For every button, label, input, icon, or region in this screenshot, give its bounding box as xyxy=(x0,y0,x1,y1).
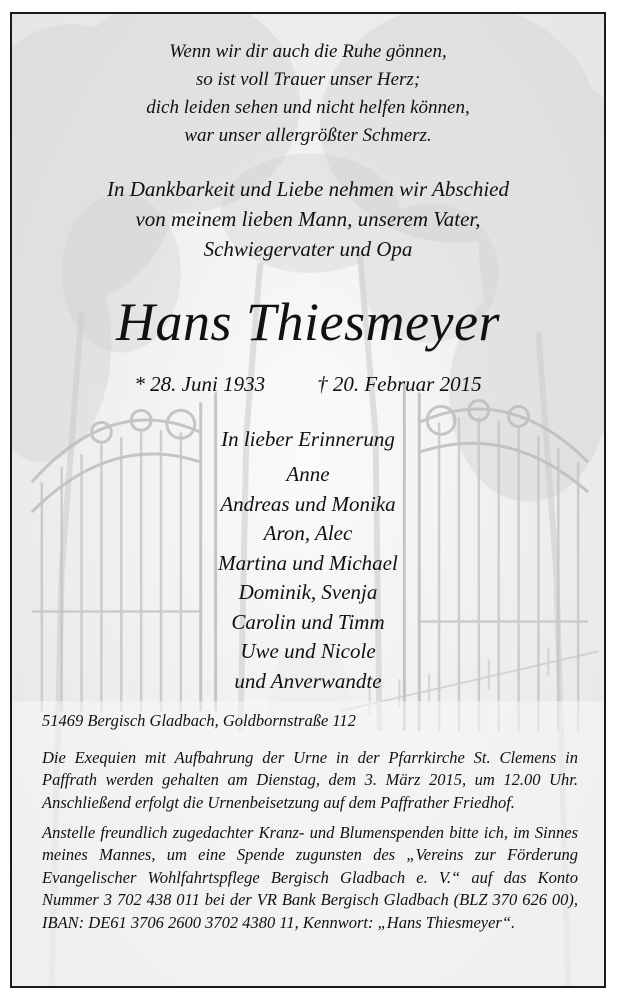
mourner-name: Andreas und Monika xyxy=(220,491,396,516)
death-date: † 20. Februar 2015 xyxy=(317,372,482,396)
birth-date: * 28. Juni 1933 xyxy=(134,372,266,396)
mourner-name: Aron, Alec xyxy=(263,521,353,545)
mourner-name: Martina und Michael xyxy=(218,550,398,575)
exequies-notice: Die Exequien mit Aufbahrung der Urne in der Pfarrkirche St. Clemens in Paffrath werden gehalten am Dienstag, dem 3. März 2015, um 12.00 Uhr. Anschließend erfolgt die Urnenbeisetzung auf dem Paffrather Friedhof. xyxy=(42,748,578,812)
obituary-notice xyxy=(10,12,606,988)
memory-heading: In lieber Erinnerung xyxy=(221,427,395,451)
poem-line: so ist voll Trauer unser Herz; xyxy=(195,69,421,90)
mourner-name: Anne xyxy=(286,462,330,486)
life-dates xyxy=(12,370,604,398)
farewell-line: Schwiegervater und Opa xyxy=(203,237,413,261)
mourner-list xyxy=(12,460,604,696)
farewell-line: In Dankbarkeit und Liebe nehmen wir Abschied xyxy=(106,177,510,201)
farewell-line: von meinem lieben Mann, unserem Vater, xyxy=(135,207,481,231)
poem-line: war unser allergrößter Schmerz. xyxy=(184,125,432,146)
farewell-text xyxy=(12,174,604,264)
deceased-name: Hans Thiesmeyer xyxy=(116,292,500,352)
address: 51469 Bergisch Gladbach, Goldbornstraße 112 xyxy=(42,711,356,730)
mourner-name: und Anverwandte xyxy=(234,668,382,693)
donation-notice: Anstelle freundlich zugedachter Kranz- und Blumenspenden bitte ich, im Sinnes meines Mannes, um eine Spende zugunsten des „Vereins zur Förderung Evangelischer Wohlfahrtspflege Bergisch Gladbach e. V.“ auf das Konto Nummer 3 702 438 011 bei der VR Bank Bergisch Gladbach (BLZ 370 626 00), IBAN: DE61 3706 2600 3702 4380 11, Kennwort: „Hans Thiesmeyer“. xyxy=(42,823,578,932)
mourner-name: Uwe und Nicole xyxy=(240,639,376,663)
poem xyxy=(12,38,604,150)
mourner-name: Carolin und Timm xyxy=(231,609,385,634)
poem-line: dich leiden sehen und nicht helfen können, xyxy=(146,97,470,118)
mourner-name: Dominik, Svenja xyxy=(238,580,378,604)
poem-line: Wenn wir dir auch die Ruhe gönnen, xyxy=(169,41,447,62)
